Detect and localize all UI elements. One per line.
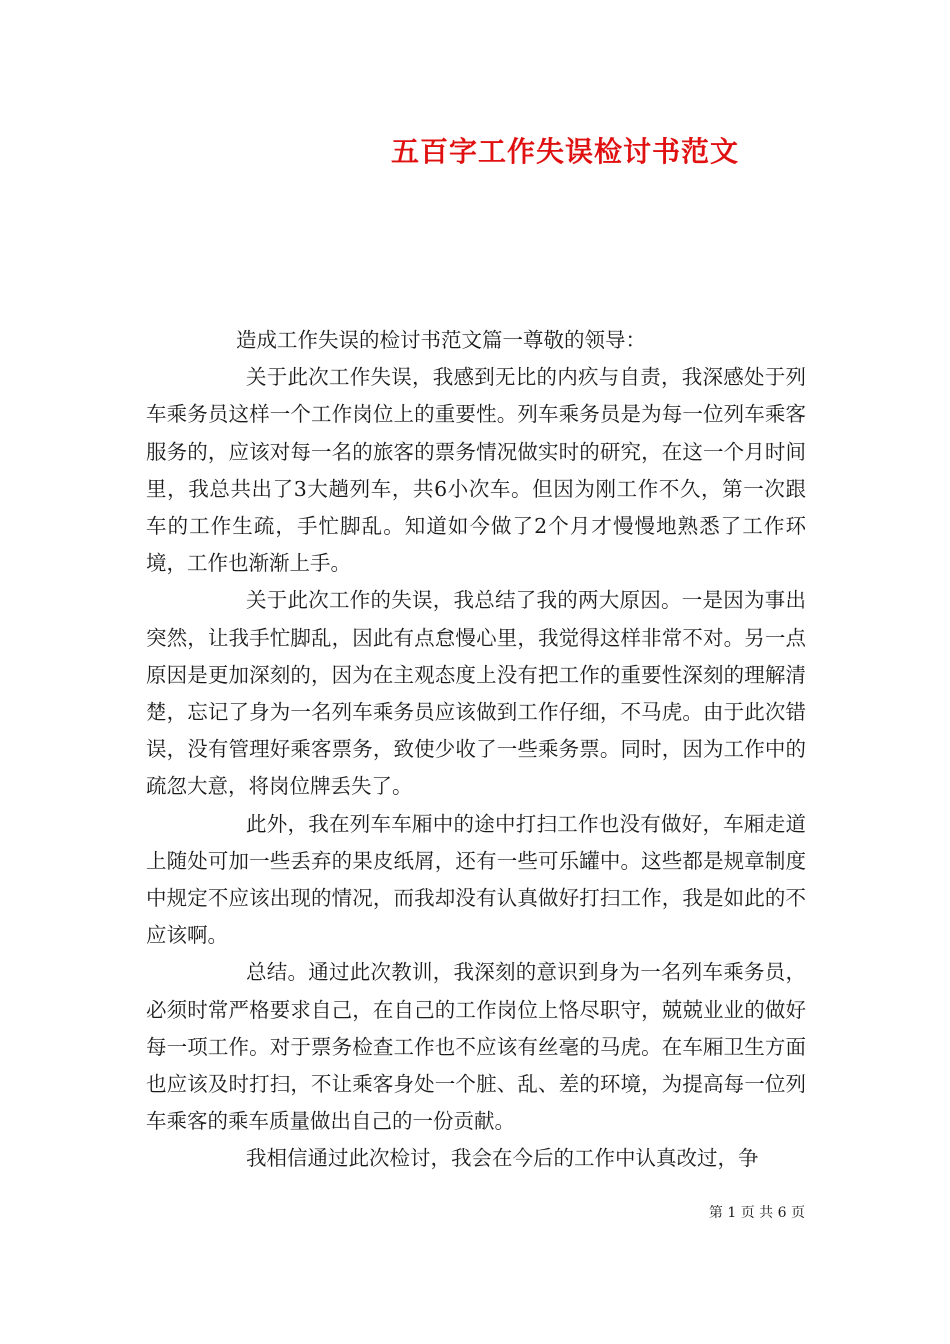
salutation: 造成工作失误的检讨书范文篇一尊敬的领导：: [236, 328, 646, 352]
document-body: [146, 322, 806, 1178]
document-title: 五百字工作失误检讨书范文: [390, 135, 739, 168]
page-number: 第 1 页 共 6 页: [708, 1205, 805, 1221]
body-paragraph: 关于此次工作的失误，我总结了我的两大原因。一是因为事出突然，让我手忙脚乱，因此有点怠慢心里，我觉得这样非常不对。另一点原因是更加深刻的，因为在主观态度上没有把工作的重要性深刻的理解清楚，忘记了身为一名列车乘务员应该做到工作仔细，不马虎。由于此次错误，没有管理好乘客票务，致使少收了一些乘务票。同时，因为工作中的疏忽大意，将岗位牌丢失了。: [146, 588, 806, 799]
body-paragraph: 总结。通过此次教训，我深刻的意识到身为一名列车乘务员，必须时常严格要求自己，在自己的工作岗位上恪尽职守，兢兢业业的做好每一项工作。对于票务检查工作也不应该有丝毫的马虎。在车厢卫生方面也应该及时打扫，不让乘客身处一个脏、乱、差的环境，为提高每一位列车乘客的乘车质量做出自己的一份贡献。: [146, 960, 806, 1134]
body-paragraph: 关于此次工作失误，我感到无比的内疚与自责，我深感处于列车乘务员这样一个工作岗位上的重要性。列车乘务员是为每一位列车乘客服务的，应该对每一名的旅客的票务情况做实时的研究，在这一个月时间里，我总共出了3大趟列车，共6小次车。但因为刚工作不久，第一次跟车的工作生疏，手忙脚乱。知道如今做了2个月才慢慢地熟悉了工作环境，工作也渐渐上手。: [146, 365, 806, 576]
body-paragraph: 此外，我在列车车厢中的途中打扫工作也没有做好，车厢走道上随处可加一些丢弃的果皮纸屑，还有一些可乐罐中。这些都是规章制度中规定不应该出现的情况，而我却没有认真做好打扫工作，我是如此的不应该啊。: [146, 811, 806, 948]
body-paragraph: 我相信通过此次检讨，我会在今后的工作中认真改过，争: [246, 1146, 759, 1171]
